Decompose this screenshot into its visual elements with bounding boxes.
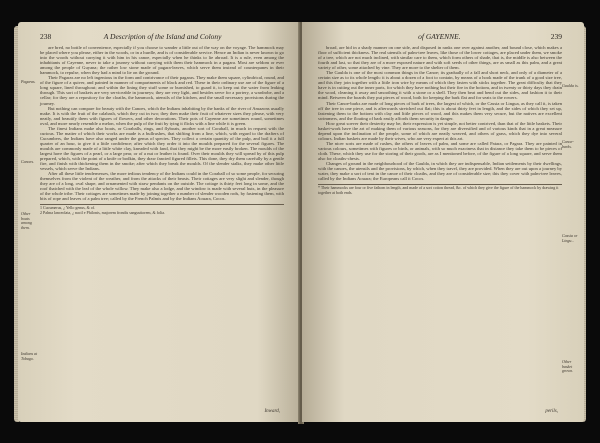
footnote: * Their hammocks are four or five fathom in length, and made of a sort cotton thread, &c. of which they give the figure of the hammock by drawing it together at both ends.	[318, 185, 559, 195]
left-page-number: 238	[40, 32, 52, 41]
paragraph: But nothing can compare for beauty with the Canoes, which the Indians inhabiting by the banks of the river of Amazons usually make. It is with the fruit of the calabash, which they cut in two; they then make their fruit of whatever sizes they please, with very neatly, and beautify them with figures of flowers, and other decorations. Their pots of Cayenne are sometimes round, sometimes oval, and more nearly resemble a melon, when the pulp of the fruit by tying it flicks with a line while it is green.	[40, 105, 284, 126]
left-margin-note: Canoes.	[21, 159, 34, 164]
left-margin-note: Indians at Tobago.	[21, 351, 38, 361]
right-running-title: of GAYENNE.	[418, 32, 461, 41]
left-margin-note: Pagaras.	[21, 79, 36, 84]
paragraph: After all these little tendernesses, the more tedious tendency of the Indians could in the Coraball of so some people, for securing themselves from the violent of the weather, and from the attacks of their beasts. Their cottages are very slight and slender, though they are of a long, oval shape, and ornamented with straw pendants on the outside. The cottage is thirty feet long in some, and the roof thatched with the leaf of the whole willow. They make also a lodge, and the window is made with several huts, in the pleasure of the whole tribe. Their cottages are sometimes made by joining together a number of slender wooden rods, by fastening them, with bits of rope and leaves of a palm tree; called by the French Palmis and by the Indians Aouara, Cocos.	[40, 171, 284, 202]
left-margin-note: Other boats among them.	[21, 211, 32, 230]
right-margin-note: Other basket grown.	[562, 359, 574, 374]
paragraph: How great soever their dexterity may be, their expression is yet simple, not better contrived, than that of the little baskets. Their basket-work have the art of making them of various seasons, for they are diversified and of various kinds that in a great measure depend upon the inclination of the people, some of which are neatly weaved, and others of grass, which they dye into several colours. Indian baskets are made by their wives, who are very expert at this art.	[318, 120, 562, 141]
paragraph: Their Canoe-barks are made of long pieces of bark of trees, the largest of which, or the Cassia or Lingua, as they call it, is taken off the tree in one piece, and is afterwards stretched out flat; this is about thirty feet in length, and the sides of which they set up, fastening them to the bottom with clay and little pieces of wood, and this makes them very secure, but the natives are excellent swimmers, and the floating of bark easily affords them security in danger.	[318, 100, 562, 121]
paragraph: Changes of ground in the neighbourhood of the Gaulda, in which they are indispensable, Indian settlements by their dwellings, with the canoes, the utensils and the provisions, by which, when they travel, they are provided. When they are out upon a journey by water, they make a sort of tent in the canoe of their cloaths, and they are of considerable size; this they cover with palm-tree leaves, called by the Indians Aouara; the Europeans call it Cocos.	[318, 161, 562, 182]
right-footnotes	[318, 184, 562, 195]
footnote: 1 Cucumerus, ¿ Yello genus, & of.	[40, 205, 96, 211]
left-page-header	[40, 32, 284, 41]
paragraph: are bred, no bottle of convenience, especially if you choose to wander a little out of the way on the voyage. The hammock may be placed where you please, either in the woods, or in a hurdle, and is of considerable service. Hence an Indian is never known to go into the woods without carrying it with him in his canoe, especially when he thinks to lie abroad. It is a rule, even among the inhabitants of Cayenne, never to take a journey without carrying with them their hammock in a pagara. Most are seldom or ever among the people of Guyana; the rather low stone made of pagara-leaves, which serve them instead of counterpanes in their hammock, to repulse, when they had a mind to lie on the ground.	[40, 45, 284, 76]
right-margin-note: Canoe-barks.	[562, 139, 574, 149]
left-page	[18, 22, 300, 422]
paragraph: The nicer sorts are made of rushes, the others of leaves of palm, and some are called Patara, or Pagara. They are painted in various colours, sometimes with figures or birds, or animals, with so much exactness that in distance they take them to be pieces of cloth. These, which they use for the storing of their goods, are as I mentioned before, of the figure of a long square, and serve them also for cloaths-chests.	[318, 140, 562, 162]
paragraph: The Gaulda is one of the most common things in the Canoe; its gradually of a fall and short neck, and only of a diameter of a certain size as to its whole length: it is about a dozen of a foot to contain, by means of a hook made of the trunk of a good size tree, and this they join together with a little iron wire by means of which they fasten with sticks together. The great difficulty that they have is in cutting out the inner parts, for which they have nothing but their fire in the bottom, and in twenty or thirty days they drain the wood, cleaning it away and smoothing it with a stone or a shell. They then beat and bend out the sides, and fashion it to their mind. Between the boards they put pieces of wood, both for keeping the bark flat and for seats to the rowers.	[318, 70, 562, 101]
right-page	[302, 22, 584, 422]
open-book	[14, 22, 586, 426]
right-page-number: 239	[550, 32, 562, 41]
left-footnotes	[40, 204, 284, 215]
right-catchword: perils,	[545, 409, 558, 414]
left-running-title: A Description of the Island and Colony	[103, 32, 222, 41]
right-margin-note: Cassia or Lingu...	[562, 233, 578, 243]
right-page-body	[318, 45, 562, 181]
paragraph: The finest Indians make also boats, or Coraballs, rings, and flyboats, another sort of Coraball, in much in request with the curious. The matter of which their works are made is a bullrushes, that shifting from a line, which, with regard to the drafters of Cucumbers, the Indians have also ranged under the genus of species. They collect a certain quantity of the pulp, and boil it a full quarter of an hour, to give it a little confidence; after which they order it into the moulds prepared for the several figures. The moulds are commonly made of a little white clay, kneaded with fand, that they might be the more easily broken. The moulds of the largest have the figures of a pearl, or a large pear, or of a nut or leather is found. Over their moulds they will spread by of this pulp prepared, which, with the point of a knife or bodkin, they draw fancied figured fillets. This done, they dry them carefully by a gentle fire, and finish with thickening them in the smoke; after which they break the moulds. Of the slender stalks, they make other little vessels, which serve the Indians.	[40, 125, 284, 172]
left-catchword: Inward,	[264, 409, 280, 414]
right-margin-note: Gaulda is.	[562, 83, 579, 88]
left-page-body	[40, 45, 284, 201]
footnote: 2 Palma lanceolata, ¿ nacil e Philonis, majorem frondis sangustiorem, & folia.	[40, 210, 165, 216]
paragraph: Their Pagaras are no left ingenious in the form and contrivance of their pagaras. They make them square, cylindrical, round, and of the figure of a quiver, and painted in manner of compartments of black and red. These in their ordinary use are of the figure of a long square, lined throughout; and within the lining they stuff some or burnished, to guard it, to keep out the water from leaking through. This sort of baskets are very serviceable in journeys; they are very light, and besides serve for a portery, a wardrobe, and a cellar; for they are a repository for the cloaths, the hammock, utensils of the kitchen, and the small necessary provisions during the journey.	[40, 75, 284, 106]
right-page-header	[318, 32, 562, 41]
paragraph: broad, are hid in a shady manner on one side, and disposed in ranks one over against another, and bound close, which makes a floor of sufficient thickness. The real utensils of palm-tree leaves, like those of the lower cottages, are placed under them, we smoke of a tree, which are not much inclined, with similar care to them, which form others of shade, that is, the middle is also between the fourth and last, so that they are of a more exposed nature and with soft seeds of other things, are as small as this palm, and a great variety of other, some attached by vine. They are more to the shelter of them.	[318, 45, 562, 71]
